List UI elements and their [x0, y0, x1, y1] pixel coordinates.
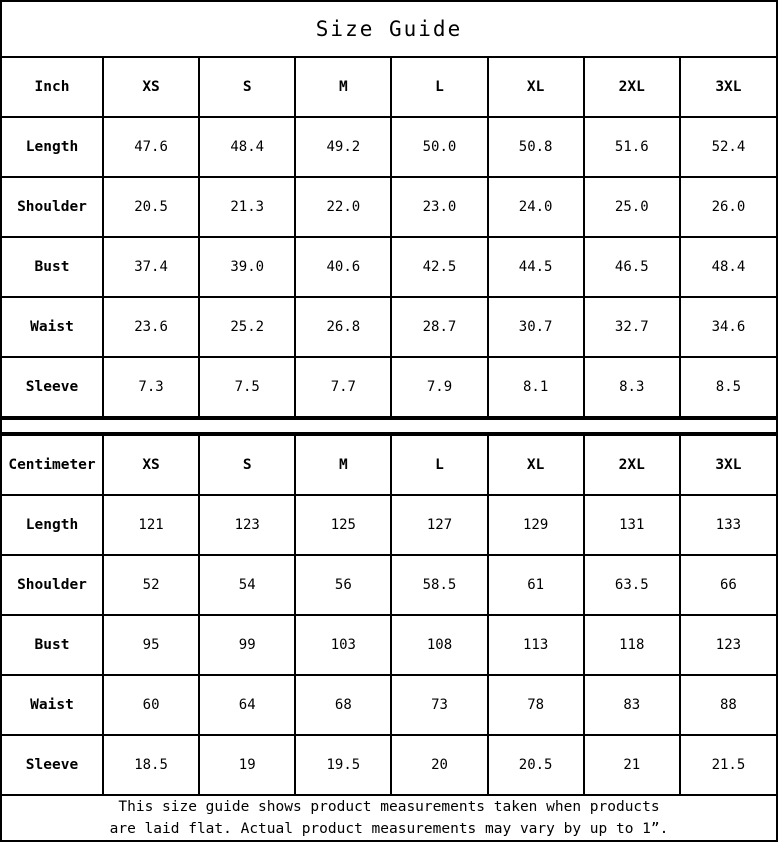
cell-length-xl: 50.8 — [488, 117, 584, 177]
cell-bust-s: 39.0 — [199, 237, 295, 297]
cell-waist-3xl: 88 — [680, 675, 776, 735]
column-header-xl: XL — [488, 57, 584, 117]
cell-length-s: 123 — [199, 495, 295, 555]
cell-length-xs: 121 — [103, 495, 199, 555]
cell-shoulder-xl: 24.0 — [488, 177, 584, 237]
cell-sleeve-3xl: 8.5 — [680, 357, 776, 417]
cell-shoulder-xs: 52 — [103, 555, 199, 615]
unit-label-inch: Inch — [2, 57, 103, 117]
table-row — [2, 117, 776, 177]
table-header-row — [2, 435, 776, 495]
column-header-xs: XS — [103, 57, 199, 117]
column-header-s: S — [199, 57, 295, 117]
cell-waist-m: 26.8 — [295, 297, 391, 357]
cell-waist-l: 28.7 — [391, 297, 487, 357]
cell-bust-xl: 44.5 — [488, 237, 584, 297]
column-header-m: M — [295, 57, 391, 117]
cell-shoulder-l: 23.0 — [391, 177, 487, 237]
table-row — [2, 297, 776, 357]
cell-bust-2xl: 46.5 — [584, 237, 680, 297]
cell-shoulder-2xl: 25.0 — [584, 177, 680, 237]
cell-length-3xl: 52.4 — [680, 117, 776, 177]
cell-bust-s: 99 — [199, 615, 295, 675]
cell-length-l: 50.0 — [391, 117, 487, 177]
cell-shoulder-s: 21.3 — [199, 177, 295, 237]
cell-shoulder-s: 54 — [199, 555, 295, 615]
table-row — [2, 177, 776, 237]
cell-bust-3xl: 123 — [680, 615, 776, 675]
cell-bust-l: 108 — [391, 615, 487, 675]
cell-bust-xs: 37.4 — [103, 237, 199, 297]
cell-waist-xs: 60 — [103, 675, 199, 735]
page-title: Size Guide — [315, 17, 463, 41]
cell-length-3xl: 133 — [680, 495, 776, 555]
cell-shoulder-2xl: 63.5 — [584, 555, 680, 615]
cell-waist-2xl: 32.7 — [584, 297, 680, 357]
cell-waist-xs: 23.6 — [103, 297, 199, 357]
cell-shoulder-3xl: 26.0 — [680, 177, 776, 237]
cell-bust-l: 42.5 — [391, 237, 487, 297]
column-header-xl: XL — [488, 435, 584, 495]
cell-length-xs: 47.6 — [103, 117, 199, 177]
cell-sleeve-xl: 20.5 — [488, 735, 584, 795]
cell-sleeve-2xl: 8.3 — [584, 357, 680, 417]
cell-sleeve-2xl: 21 — [584, 735, 680, 795]
column-header-s: S — [199, 435, 295, 495]
cell-length-2xl: 131 — [584, 495, 680, 555]
column-header-xs: XS — [103, 435, 199, 495]
cell-sleeve-l: 20 — [391, 735, 487, 795]
footer-note — [2, 796, 776, 840]
cell-bust-m: 103 — [295, 615, 391, 675]
cell-waist-l: 73 — [391, 675, 487, 735]
table-row — [2, 675, 776, 735]
cell-length-m: 125 — [295, 495, 391, 555]
row-label-shoulder: Shoulder — [2, 555, 103, 615]
cell-shoulder-3xl: 66 — [680, 555, 776, 615]
row-label-waist: Waist — [2, 675, 103, 735]
column-header-3xl: 3XL — [680, 57, 776, 117]
cell-length-s: 48.4 — [199, 117, 295, 177]
row-label-bust: Bust — [2, 615, 103, 675]
table-row — [2, 555, 776, 615]
cell-shoulder-xl: 61 — [488, 555, 584, 615]
row-label-length: Length — [2, 117, 103, 177]
cell-sleeve-l: 7.9 — [391, 357, 487, 417]
cell-shoulder-m: 56 — [295, 555, 391, 615]
table-row — [2, 615, 776, 675]
row-label-shoulder: Shoulder — [2, 177, 103, 237]
cell-bust-2xl: 118 — [584, 615, 680, 675]
cell-waist-xl: 30.7 — [488, 297, 584, 357]
cell-waist-3xl: 34.6 — [680, 297, 776, 357]
table-row — [2, 735, 776, 795]
footer-note-line-1: This size guide shows product measurements taken when products — [118, 799, 660, 815]
cell-sleeve-xs: 18.5 — [103, 735, 199, 795]
cell-sleeve-xs: 7.3 — [103, 357, 199, 417]
cell-length-l: 127 — [391, 495, 487, 555]
inch-size-table — [2, 56, 776, 418]
column-header-3xl: 3XL — [680, 435, 776, 495]
table-row — [2, 357, 776, 417]
row-label-bust: Bust — [2, 237, 103, 297]
cell-sleeve-m: 7.7 — [295, 357, 391, 417]
cell-waist-xl: 78 — [488, 675, 584, 735]
cell-sleeve-s: 19 — [199, 735, 295, 795]
cell-sleeve-s: 7.5 — [199, 357, 295, 417]
cell-length-2xl: 51.6 — [584, 117, 680, 177]
cell-sleeve-m: 19.5 — [295, 735, 391, 795]
footer-note-line-2: are laid flat. Actual product measurements may vary by up to 1”. — [109, 821, 669, 837]
cell-shoulder-l: 58.5 — [391, 555, 487, 615]
row-label-sleeve: Sleeve — [2, 357, 103, 417]
cell-sleeve-3xl: 21.5 — [680, 735, 776, 795]
cell-shoulder-xs: 20.5 — [103, 177, 199, 237]
cell-waist-2xl: 83 — [584, 675, 680, 735]
row-label-length: Length — [2, 495, 103, 555]
column-header-m: M — [295, 435, 391, 495]
table-separator — [2, 418, 776, 434]
cell-bust-3xl: 48.4 — [680, 237, 776, 297]
cell-waist-s: 25.2 — [199, 297, 295, 357]
row-label-sleeve: Sleeve — [2, 735, 103, 795]
cell-waist-s: 64 — [199, 675, 295, 735]
cell-bust-m: 40.6 — [295, 237, 391, 297]
centimeter-size-table — [2, 434, 776, 796]
cell-sleeve-xl: 8.1 — [488, 357, 584, 417]
cell-length-xl: 129 — [488, 495, 584, 555]
cell-waist-m: 68 — [295, 675, 391, 735]
unit-label-centimeter: Centimeter — [2, 435, 103, 495]
table-header-row — [2, 57, 776, 117]
cell-length-m: 49.2 — [295, 117, 391, 177]
column-header-2xl: 2XL — [584, 57, 680, 117]
cell-shoulder-m: 22.0 — [295, 177, 391, 237]
row-label-waist: Waist — [2, 297, 103, 357]
table-row — [2, 237, 776, 297]
table-row — [2, 495, 776, 555]
column-header-l: L — [391, 435, 487, 495]
column-header-2xl: 2XL — [584, 435, 680, 495]
column-header-l: L — [391, 57, 487, 117]
cell-bust-xs: 95 — [103, 615, 199, 675]
cell-bust-xl: 113 — [488, 615, 584, 675]
